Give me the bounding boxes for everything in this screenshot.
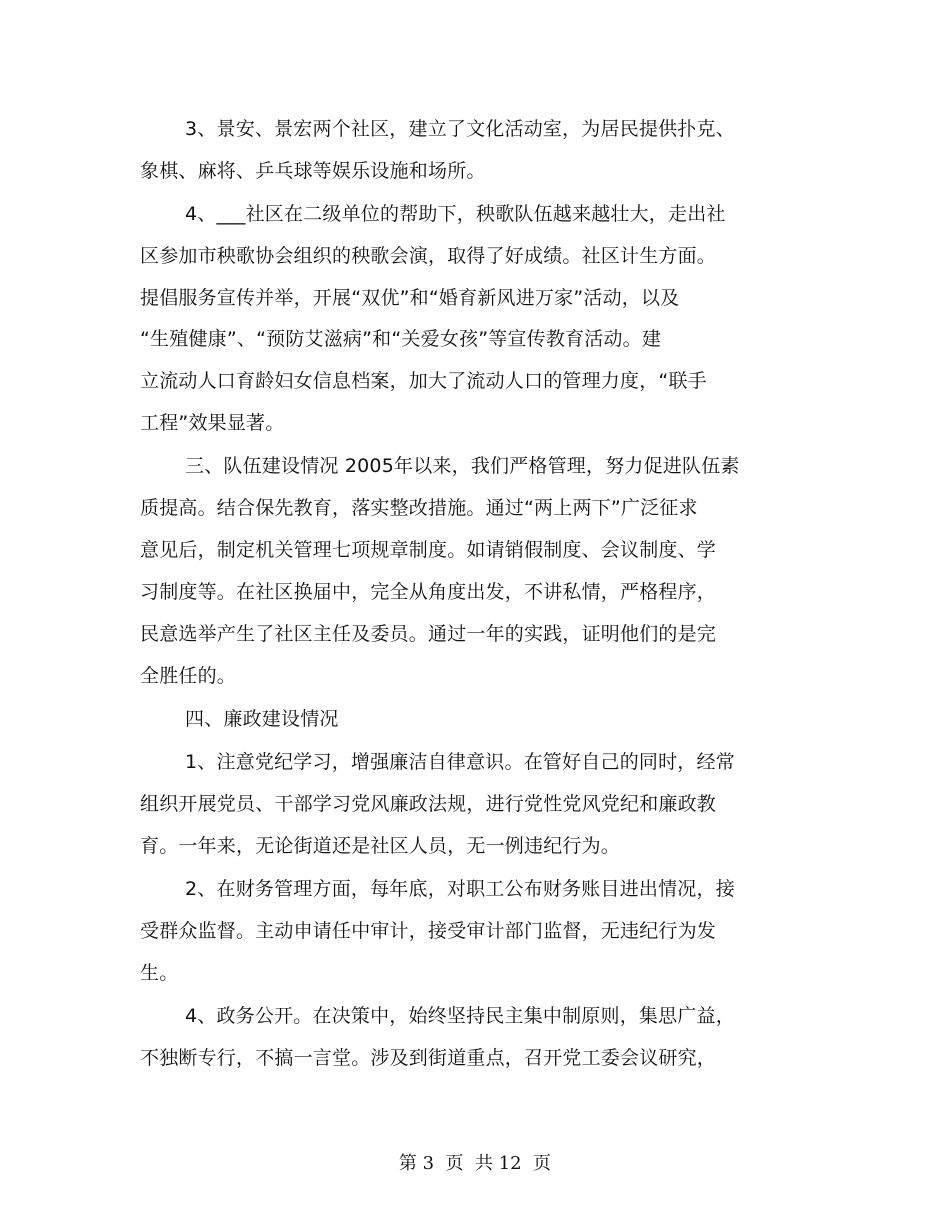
text-line: 全胜任的。 — [140, 665, 237, 687]
text-line: 不独断专行，不搞一言堂。涉及到街道重点，召开党工委会议研究， — [140, 1047, 717, 1069]
text-line: 3、景安、景宏两个社区，建立了文化活动室，为居民提供扑克、 — [185, 118, 735, 140]
text-line: 育。一年来，无论街道还是社区人员，无一例违纪行为。 — [140, 835, 621, 857]
text-line: 质提高。结合保先教育，落实整改措施。通过“两上两下”广泛征求 — [140, 497, 698, 519]
text-line: 1、注意党纪学习，增强廉洁自律意识。在管好自己的同时，经常 — [185, 751, 735, 773]
section-heading-line: 三、队伍建设情况 2005年以来，我们严格管理，努力促进队伍素 — [185, 455, 740, 477]
text-line: “生殖健康”、“预防艾滋病”和“关爱女孩”等宣传教育活动。建 — [140, 328, 662, 350]
page-number-footer: 第 3 页 共 12 页 — [398, 1153, 552, 1174]
text-line: 象棋、麻将、乒乓球等娱乐设施和场所。 — [140, 160, 486, 182]
text-line: 受群众监督。主动申请任中审计，接受审计部门监督，无违纪行为发 — [140, 920, 717, 942]
text-line: 提倡服务宣传并举，开展“双优”和“婚育新风进万家”活动，以及 — [140, 287, 680, 309]
text-line: 区参加市秧歌协会组织的秧歌会演，取得了好成绩。社区计生方面。 — [140, 245, 717, 267]
text-line: 4、___社区在二级单位的帮助下，秧歌队伍越来越壮大，走出社 — [185, 203, 726, 225]
text-line: 4、政务公开。在决策中，始终坚持民主集中制原则，集思广益， — [185, 1005, 735, 1027]
text-line: 组织开展党员、干部学习党风廉政法规，进行党性党风党纪和廉政教 — [140, 793, 717, 815]
text-line: 立流动人口育龄妇女信息档案，加大了流动人口的管理力度，“联手 — [140, 370, 707, 392]
text-line: 生。 — [140, 962, 179, 984]
text-line: 工程”效果显著。 — [140, 412, 285, 434]
text-line: 2、在财务管理方面，每年底，对职工公布财务账目进出情况，接 — [185, 878, 735, 900]
section-heading: 四、廉政建设情况 — [185, 708, 339, 730]
text-line: 民意选举产生了社区主任及委员。通过一年的实践，证明他们的是完 — [140, 623, 717, 645]
text-line: 习制度等。在社区换届中，完全从角度出发，不讲私情，严格程序， — [140, 581, 717, 603]
text-line: 意见后，制定机关管理七项规章制度。如请销假制度、会议制度、学 — [140, 539, 717, 561]
